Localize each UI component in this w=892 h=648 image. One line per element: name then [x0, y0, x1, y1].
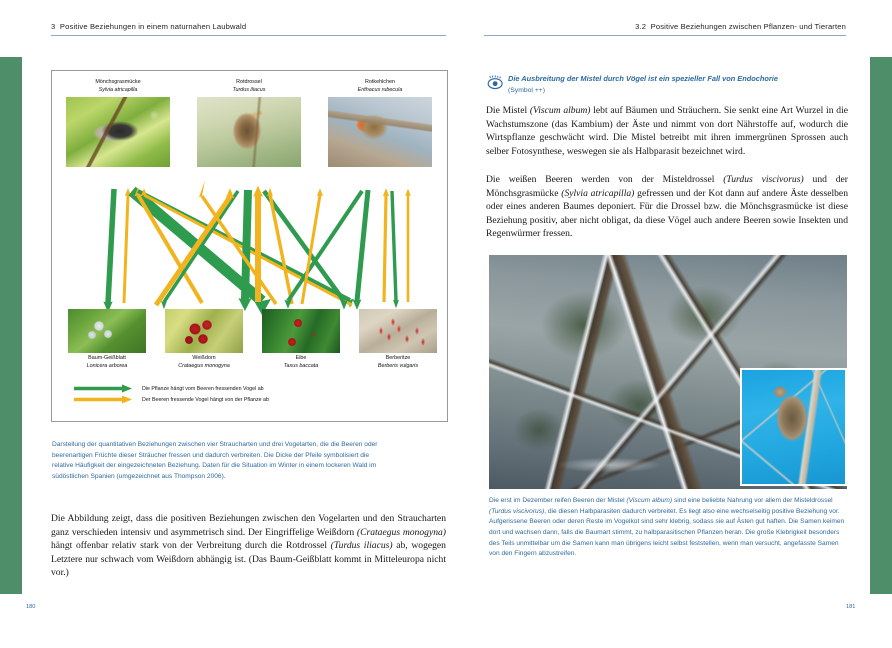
misteldrossel-inset-photo — [740, 368, 847, 486]
plant-item-eibe — [262, 309, 340, 371]
bird-name: Rotkehlchen — [365, 79, 395, 85]
bird-latin: Sylvia atricapilla — [98, 86, 138, 93]
right-running-head — [635, 22, 846, 31]
green-arrow-icon — [72, 384, 134, 393]
plant-photo-eibe — [262, 309, 340, 353]
bird-name: Mönchsgrasmücke — [95, 79, 141, 85]
plant-latin: Crataegus monogyna — [178, 362, 230, 369]
right-head-rule — [484, 35, 846, 36]
plant-row — [68, 309, 436, 375]
plant-latin: Taxus baccata — [283, 362, 319, 369]
plant-photo-weissdorn — [165, 309, 243, 353]
right-runhead-number: 3.2 — [635, 22, 647, 31]
figure-caption: Darstellung der quantitativen Beziehungen zwischen vier Straucharten und drei Vogelarten, die die Beeren oder beerenartigen Früchte dieser Sträucher fressen und dadurch verbreiten. Die Dicke der Pfeile symbolisiert die relative Häufigkeit der eingezeichneten Beziehung. Daten für die Situation im Winter in einem lockeren Wald im südöstlichen Spanien (umgezeichnet aus Thompson 2006). — [52, 441, 378, 481]
legend-row-green — [72, 383, 269, 394]
legend-label: Die Pflanze hängt vom Beeren fressenden Vogel ab — [142, 385, 264, 392]
bird-latin: Turdus iliacus — [232, 86, 266, 93]
left-runhead-title: Positive Beziehungen in einem naturnahen Laubwald — [59, 22, 247, 31]
legend-label: Der Beeren fressende Vogel hängt von der Pflanze ab — [142, 396, 269, 403]
left-head-rule — [51, 35, 446, 36]
right-page-number: 181 — [846, 604, 856, 610]
right-p1-italic-1: (Viscum album) — [529, 105, 591, 116]
right-body-paragraph-2 — [486, 173, 848, 241]
plant-latin: Berberis vulgaris — [377, 362, 419, 369]
right-caption-text-b: sind eine beliebte Nahrung vor allem der Misteldrossel — [672, 497, 833, 504]
right-caption-italic-1: (Viscum album) — [626, 497, 673, 504]
right-figure-caption — [489, 496, 847, 560]
yellow-arrow-icon — [72, 395, 134, 404]
plant-name: Berberitze — [385, 355, 411, 361]
plant-name: Eibe — [295, 355, 307, 361]
right-p2-text-c: gefressen und der Kot dann auf andere Äste desselben oder eines anderen Baumes deponiert. Für die Drossel bzw. die Mönchsgrasmücke ist diese Beziehung positiv, aber nicht obligat, da diese Vögel auch andere Beeren sowie Insekten und Regenwürmer fressen. — [486, 187, 848, 240]
right-runhead-title: Positive Beziehungen zwischen Pflanzen- und Tierarten — [650, 22, 846, 31]
left-body-text-b: hängt offenbar relativ stark von der Verbreitung durch die Rotdrossel — [51, 540, 331, 552]
left-running-head — [51, 22, 246, 31]
left-body-italic-1: (Crataegus monogyna) — [356, 526, 446, 538]
plant-photo-berberitze — [359, 309, 437, 353]
plant-latin: Lonicera arborea — [86, 362, 128, 369]
right-body-paragraph-1 — [486, 104, 848, 158]
right-caption-italic-2: (Turdus viscivorus) — [489, 507, 545, 515]
plant-label — [359, 355, 437, 371]
left-body-italic-2: (Turdus iliacus) — [330, 540, 393, 552]
right-p2-italic-2: (Sylvia atricapilla) — [561, 187, 635, 199]
plant-name: Weißdorn — [192, 355, 216, 361]
plant-label — [165, 355, 243, 371]
plant-item-weissdorn — [165, 309, 243, 371]
plant-photo-baum-geissblatt — [68, 309, 146, 353]
right-caption-text-a: Die erst im Dezember reifen Beeren der Mistel — [489, 497, 627, 504]
right-edge-bar — [870, 57, 892, 594]
right-p1-text-a: Die Mistel — [486, 105, 530, 116]
plant-name: Baum-Geißblatt — [88, 355, 126, 361]
bird-name: Rotdrossel — [236, 79, 262, 85]
bird-latin: Erithacus rubecula — [357, 86, 403, 93]
right-caption-text-c: , die diesen Halbparasiten dadurch verbreitet. Es liegt also eine wechselseitig positive Beziehung vor. Aufgerissene Beeren oder deren Reste im Vogelkot sind sehr klebrig, sodass sie auf Ästen gut haften. Die Samen keimen dort und wachsen dann, falls die Baumart stimmt, zu halbparasitischen Pflanzen heran. Die große Klebrigkeit besonders des Teils unmittelbar um die Samen kann man übrigens leicht selbst feststellen, wenn man versucht, angefasste Samen von den Fingern abzustreifen. — [489, 507, 845, 558]
right-section-heading — [486, 74, 848, 94]
left-page-number: 180 — [26, 604, 36, 610]
right-p2-italic-1: (Turdus viscivorus) — [723, 174, 804, 185]
left-runhead-number: 3 — [51, 22, 56, 31]
plant-item-berberitze — [359, 309, 437, 371]
left-body-text-c: ab, wogegen Letztere nur schwach vom Weißdorn abhängig ist. (Das Baum-Geißblatt kommt in Mitteleuropa nicht vor.) — [51, 540, 446, 579]
right-heading-subtitle: (Symbol ++) — [508, 86, 546, 94]
plant-item-baum-geissblatt — [68, 309, 146, 371]
right-p2-text-a: Die weißen Beeren werden von der Misteldrossel — [486, 174, 724, 185]
plant-label — [262, 355, 340, 371]
right-heading-title: Die Ausbreitung der Mistel durch Vögel ist ein spezieller Fall von Endochorie — [508, 74, 778, 83]
plant-label — [68, 355, 146, 371]
right-p2-text-b: und der Mönchsgrasmücke — [486, 174, 849, 199]
left-body-text-a: Die Abbildung zeigt, dass die positiven Beziehungen zwischen den Vogelarten und den Straucharten ganz verschieden intensiv und asymmetrisch sind. Der Eingriffelige Weißdorn — [51, 513, 446, 538]
left-edge-bar — [0, 57, 22, 594]
right-p1-text-b: lebt auf Bäumen und Sträuchern. Sie senkt eine Art Wurzel in die Wachstumszone (das Kambium) der Äste und nimmt von dort Nährstoffe auf, wodurch die Wirtspflanze geschwächt wird. Die Mistel betreibt mit ihren immergrünen Sprossen auch selber Fotosynthese, weswegen sie als Halbparasit bezeichnet wird. — [486, 105, 848, 157]
eye-icon — [486, 75, 505, 90]
left-body-paragraph — [51, 512, 446, 580]
figure-legend — [72, 383, 269, 405]
legend-row-yellow — [72, 394, 269, 405]
relationship-diagram-figure — [51, 70, 448, 422]
